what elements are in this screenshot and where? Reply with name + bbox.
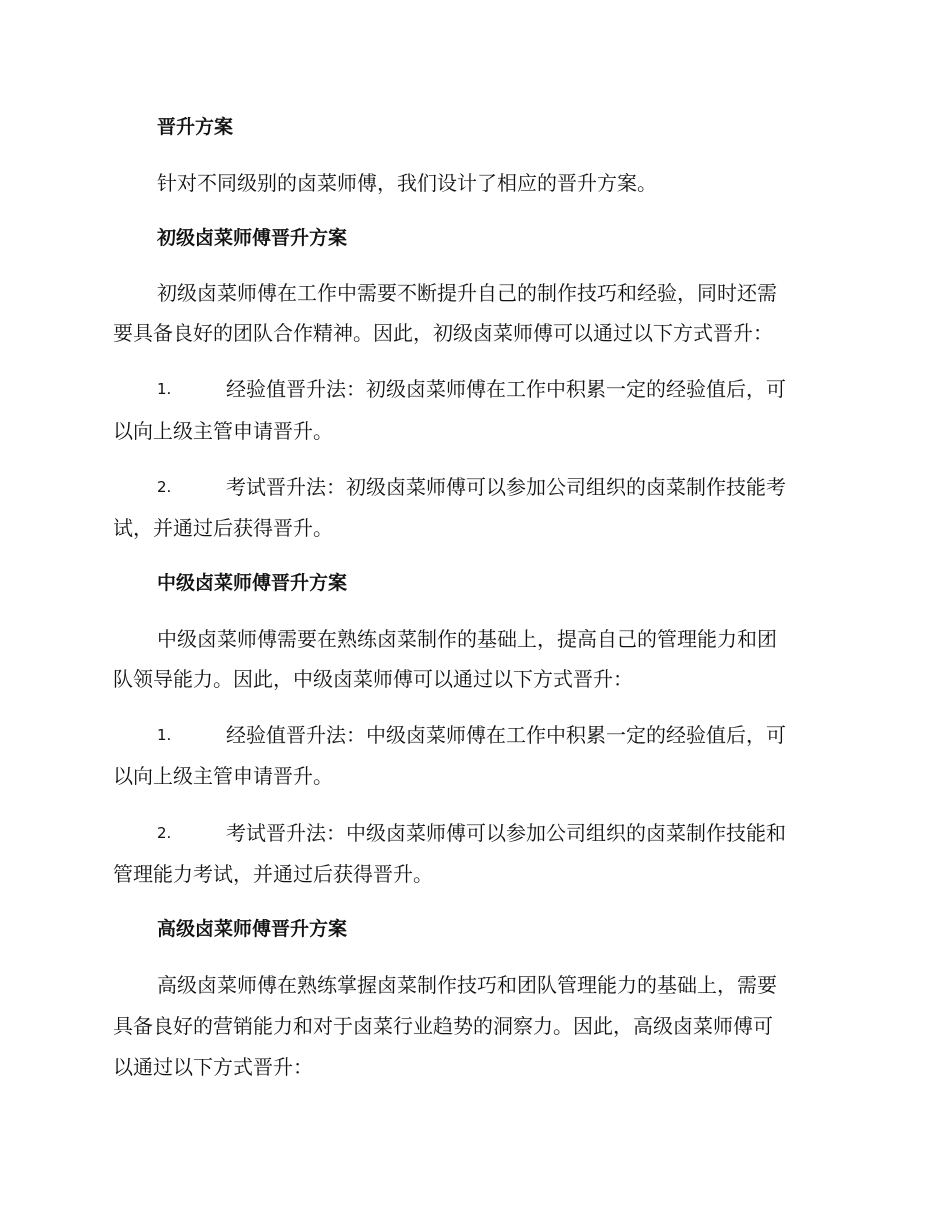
list-item-line: 管理能力考试，并通过后获得晋升。	[113, 862, 433, 886]
list-item-line: 以向上级主管申请晋升。	[113, 419, 333, 443]
paragraph-line: 队领导能力。因此，中级卤菜师傅可以通过以下方式晋升：	[113, 667, 633, 691]
paragraph-line: 高级卤菜师傅在熟练掌握卤菜制作技巧和团队管理能力的基础上，需要	[157, 973, 777, 997]
paragraph-line: 要具备良好的团队合作精神。因此，初级卤菜师傅可以通过以下方式晋升：	[113, 321, 773, 345]
paragraph-line: 具备良好的营销能力和对于卤菜行业趋势的洞察力。因此，高级卤菜师傅可	[113, 1014, 773, 1038]
list-item-line: 考试晋升法：中级卤菜师傅可以参加公司组织的卤菜制作技能和	[226, 821, 786, 845]
list-number: 1.	[157, 726, 172, 744]
paragraph-line: 以通过以下方式晋升：	[113, 1055, 313, 1079]
section-heading: 初级卤菜师傅晋升方案	[157, 227, 348, 249]
list-item-line: 以向上级主管申请晋升。	[113, 764, 333, 788]
list-item-line: 考试晋升法：初级卤菜师傅可以参加公司组织的卤菜制作技能考	[226, 475, 786, 499]
list-item-line: 经验值晋升法：中级卤菜师傅在工作中积累一定的经验值后，可	[226, 723, 786, 747]
section-heading: 晋升方案	[157, 116, 234, 138]
list-item-line: 经验值晋升法：初级卤菜师傅在工作中积累一定的经验值后，可	[226, 377, 786, 401]
list-number: 1.	[157, 380, 172, 398]
paragraph-line: 初级卤菜师傅在工作中需要不断提升自己的制作技巧和经验，同时还需	[157, 281, 777, 305]
list-number: 2.	[157, 824, 172, 842]
paragraph-line: 针对不同级别的卤菜师傅，我们设计了相应的晋升方案。	[157, 171, 657, 195]
list-number: 2.	[157, 478, 172, 496]
paragraph-line: 中级卤菜师傅需要在熟练卤菜制作的基础上，提高自己的管理能力和团	[157, 627, 777, 651]
list-item-line: 试，并通过后获得晋升。	[113, 516, 333, 540]
section-heading: 高级卤菜师傅晋升方案	[157, 918, 348, 940]
section-heading: 中级卤菜师傅晋升方案	[157, 572, 348, 594]
